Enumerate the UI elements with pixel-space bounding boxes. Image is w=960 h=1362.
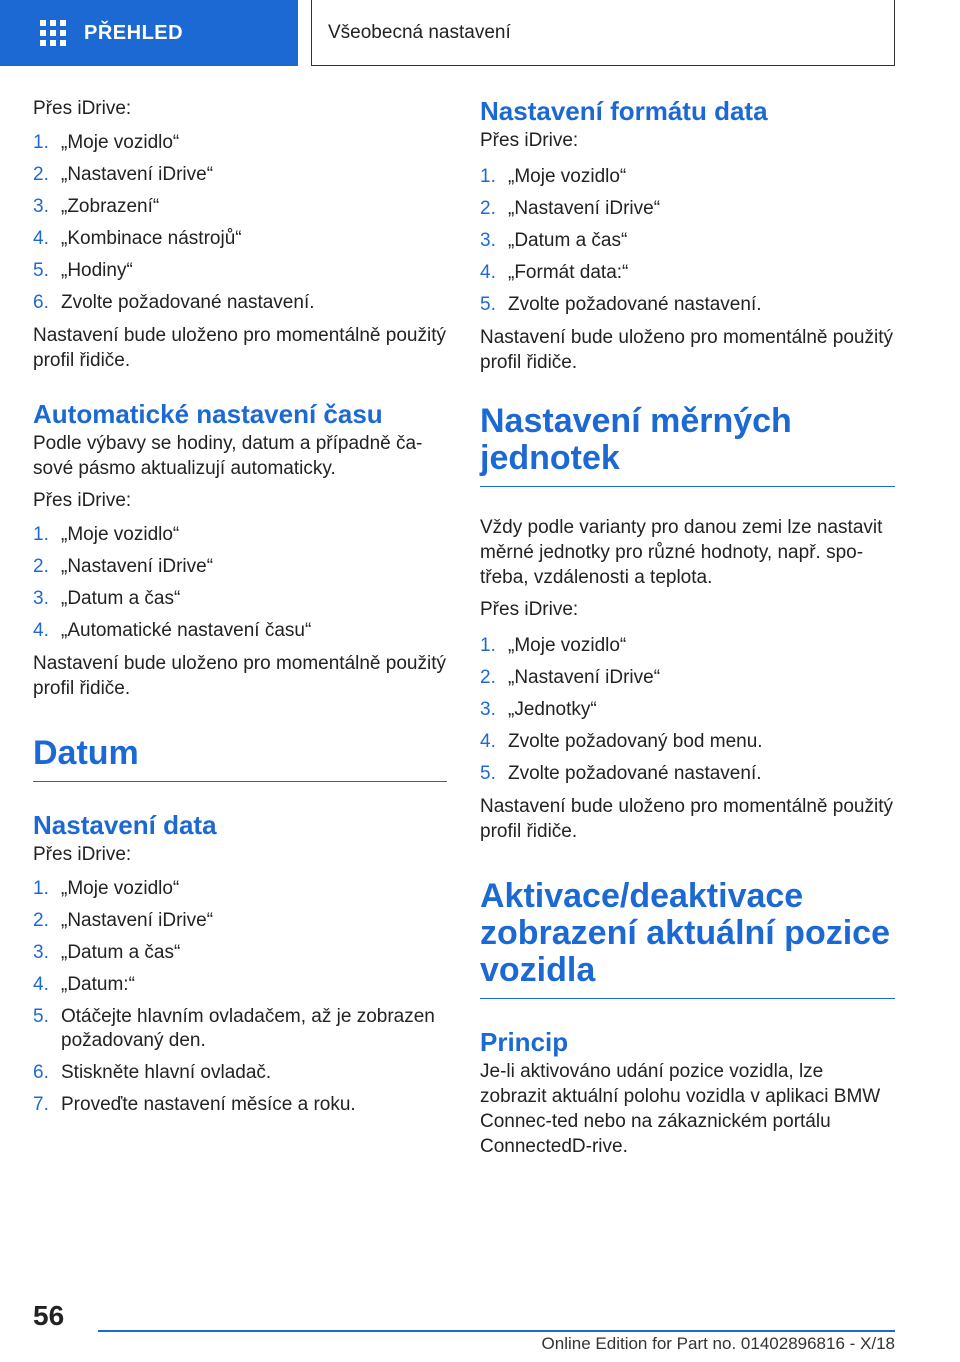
list-item: 4. „Formát data:“ [480,262,629,283]
page-number: 56 [33,1300,65,1331]
list-item: 2. „Nastavení iDrive“ [33,164,214,185]
date-set-heading: Nastavení data [33,810,217,840]
date-format-steps [480,165,895,317]
list-item: 4. „Kombinace nástrojů“ [33,228,242,249]
auto-time-note: Nastavení bude uloženo pro momentálně použitý profil řidiče. [33,653,446,699]
list-item: 4. Zvolte požadovaný bod menu. [480,731,763,752]
top-bar [0,0,960,66]
principle-heading: Princip [480,1027,569,1057]
list-item: 1. „Moje vozidlo“ [480,635,627,656]
list-item: 3. „Datum a čas“ [33,942,181,963]
edition-text: Online Edition for Part no. 01402896816 - X/18 [541,1334,895,1353]
list-item: 2. „Nastavení iDrive“ [33,910,214,931]
list-item: 3. „Jednotky“ [480,699,597,720]
units-via: Přes iDrive: [480,599,579,620]
list-item: 2. „Nastavení iDrive“ [480,198,661,219]
date-format-via: Přes iDrive: [480,130,579,151]
auto-time-desc: Podle výbavy se hodiny, datum a případně ča‐sové pásmo aktualizují automaticky. [33,433,423,479]
list-item: 5. „Hodiny“ [33,260,133,281]
auto-time-via: Přes iDrive: [33,490,132,511]
list-item: 4. „Automatické nastavení času“ [33,620,312,641]
principle-text: Je-li aktivováno udání pozice vozidla, lze zobrazit aktuální polohu vozidla v aplikaci BMW Connec‐ted nebo na zákaznickém portálu ConnectedD‐rive. [480,1061,881,1157]
list-item: 1. „Moje vozidlo“ [33,878,180,899]
intro-note: Nastavení bude uloženo pro momentálně použitý profil řidiče. [33,325,446,371]
list-item: 5. Zvolte požadované nastavení. [480,763,762,784]
right-column [480,96,895,1166]
auto-time-steps [33,523,447,643]
auto-time-heading: Automatické nastavení času [33,399,383,429]
units-note: Nastavení bude uloženo pro momentálně použitý profil řidiče. [480,796,893,842]
list-item: 1. „Moje vozidlo“ [480,166,627,187]
date-set-via: Přes iDrive: [33,844,132,865]
overview-label: PŘEHLED [84,21,184,44]
position-heading: Aktivace/deaktivace zobrazení aktuální pozice vozidla [480,878,895,999]
section-title: Všeobecná nastavení [328,21,511,43]
list-item: 2. „Nastavení iDrive“ [33,556,214,577]
footer-divider [98,1330,895,1332]
units-heading: Nastavení měrných jednotek [480,403,895,487]
list-item: 5. Otáčejte hlavním ovladačem, až je zobrazen požadovaný den. [33,1006,435,1051]
units-desc: Vždy podle varianty pro danou zemi lze nastavit měrné jednotky pro různé hodnoty, např. spo‐třeba, vzdálenosti a teplota. [480,517,883,588]
grid-icon [40,20,66,46]
list-item: 6. Stiskněte hlavní ovladač. [33,1062,272,1083]
date-format-heading: Nastavení formátu data [480,96,768,126]
date-set-steps [33,877,447,1117]
list-item: 2. „Nastavení iDrive“ [480,667,661,688]
list-item: 3. „Zobrazení“ [33,196,160,217]
list-item: 3. „Datum a čas“ [33,588,181,609]
list-item: 7. Proveďte nastavení měsíce a roku. [33,1094,356,1115]
intro-steps [33,131,447,315]
list-item: 4. „Datum:“ [33,974,135,995]
list-item: 5. Zvolte požadované nastavení. [480,294,762,315]
list-item: 6. Zvolte požadované nastavení. [33,292,315,313]
list-item: 1. „Moje vozidlo“ [33,524,180,545]
section-title-tab[interactable] [311,0,895,66]
overview-tab[interactable] [0,0,298,66]
units-steps [480,634,895,786]
date-heading: Datum [33,735,447,782]
list-item: 3. „Datum a čas“ [480,230,628,251]
left-column [33,96,447,1125]
intro-via: Přes iDrive: [33,98,132,119]
date-format-note: Nastavení bude uloženo pro momentálně použitý profil řidiče. [480,327,893,373]
list-item: 1. „Moje vozidlo“ [33,132,180,153]
